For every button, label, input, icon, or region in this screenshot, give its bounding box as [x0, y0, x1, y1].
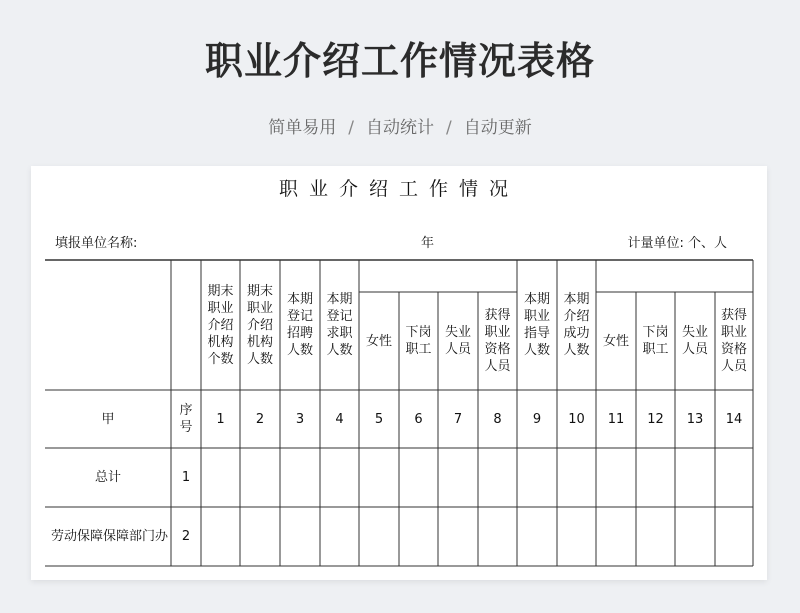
col-number: 2: [255, 411, 265, 427]
col-number: 7: [453, 411, 463, 427]
measure-unit-label: 计量单位: 个、人: [627, 236, 727, 251]
col-header-g1-laid-off: 下岗职工: [405, 325, 432, 357]
row-label-labor-dept: 劳动保障保障部门办: [51, 529, 169, 544]
col-number: 1: [216, 411, 225, 427]
row-seq: 1: [181, 470, 191, 485]
col-number: 8: [493, 411, 502, 427]
page-title: 职业介绍工作情况表格: [204, 39, 595, 83]
col-header-recruit-registered: 本期登记招聘人数: [286, 292, 313, 358]
subtitle-separator: /: [446, 118, 452, 138]
col-number: 14: [725, 411, 743, 427]
col-header-g1-female: 女性: [365, 333, 392, 349]
col-number: 12: [647, 411, 664, 427]
col-header-placed: 本期介绍成功人数: [563, 292, 590, 358]
col-header-agency-staff: 期末职业介绍机构人数: [246, 283, 273, 367]
fill-unit-label: 填报单位名称:: [55, 236, 138, 251]
col-number: 4: [335, 411, 344, 427]
col-header-guidance: 本期职业指导人数: [523, 292, 550, 358]
row-seq: 2: [181, 529, 191, 544]
seq-header: 序号: [179, 403, 193, 435]
col-header-g1-unemployed: 失业人员: [444, 325, 471, 357]
subtitle: [0, 113, 800, 138]
year-label: 年: [421, 236, 435, 251]
col-number: 11: [607, 411, 625, 427]
row-label-total: 总计: [94, 470, 121, 485]
col-header-g2-qualified: 获得职业资格人员: [721, 308, 748, 374]
col-number: 13: [686, 411, 704, 427]
col-header-g2-laid-off: 下岗职工: [642, 325, 669, 357]
index-row-label: 甲: [101, 411, 115, 427]
subtitle-item-auto-stat: 自动统计: [366, 118, 434, 138]
subtitle-item-easy: 简单易用: [268, 118, 337, 138]
subtitle-separator: /: [348, 118, 354, 138]
col-header-agency-count: 期末职业介绍机构个数: [207, 283, 234, 367]
col-header-jobseeker-registered: 本期登记求职人数: [326, 292, 353, 358]
col-header-g1-qualified: 获得职业资格人员: [484, 308, 511, 374]
col-header-g2-unemployed: 失业人员: [681, 325, 708, 357]
subtitle-item-auto-update: 自动更新: [463, 118, 532, 138]
col-number: 6: [414, 411, 423, 427]
col-number: 5: [374, 411, 384, 427]
col-number: 3: [295, 411, 305, 427]
col-number: 10: [568, 411, 585, 427]
sheet-title: 职业介绍工作情况: [278, 178, 519, 200]
col-header-g2-female: 女性: [602, 333, 629, 349]
form-sheet: [31, 166, 767, 580]
col-number: 9: [532, 411, 542, 427]
